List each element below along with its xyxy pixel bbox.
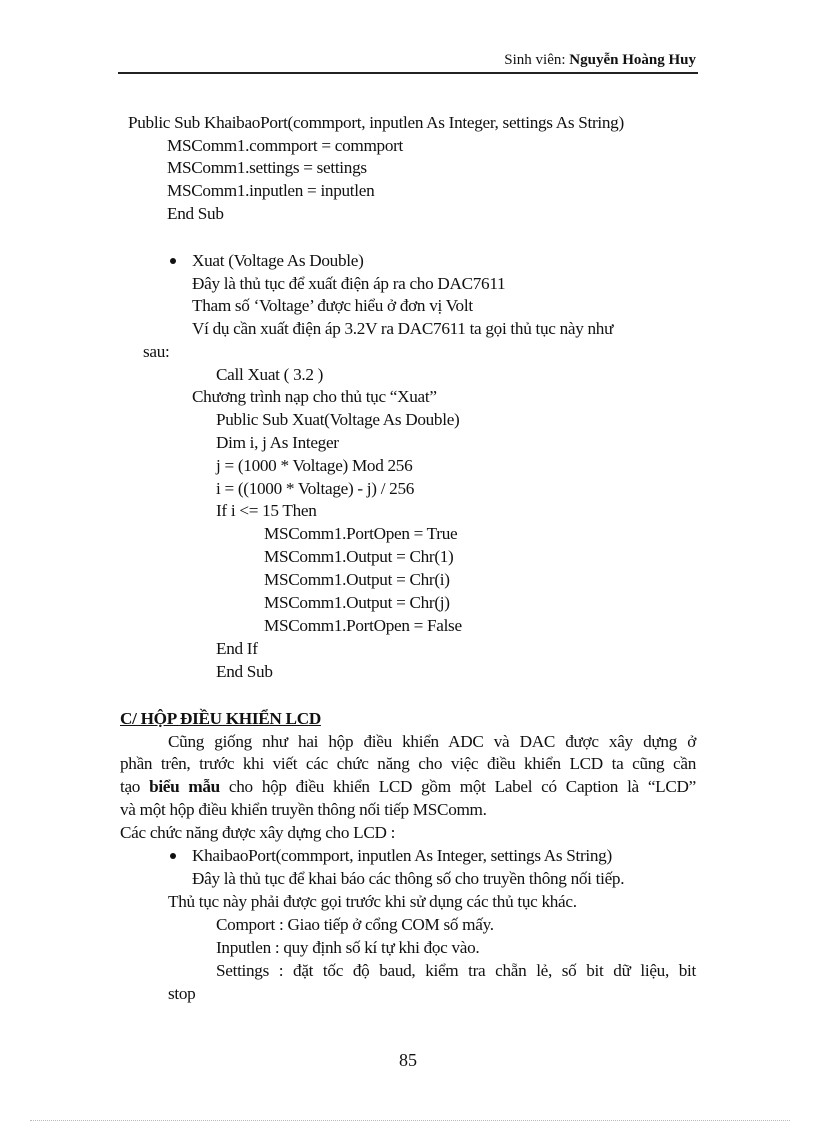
page-bottom-border (30, 1120, 790, 1121)
code-line: Public Sub Xuat(Voltage As Double) (216, 410, 460, 429)
param-line: Settings : đặt tốc độ baud, kiểm tra chẵn lẻ, số bit dữ liệu, bit (216, 961, 696, 980)
code-line: End If (216, 639, 258, 658)
call-example: Call Xuat ( 3.2 ) (216, 365, 324, 384)
paragraph-line: Cũng giống như hai hộp điều khiển ADC và DAC được xây dựng ở (168, 732, 696, 751)
xuat-desc-line: sau: (143, 342, 170, 361)
page-number: 85 (399, 1050, 417, 1070)
param-line: Inputlen : quy định số kí tự khi đọc vào. (216, 938, 480, 957)
header-label: Sinh viên: (504, 52, 566, 68)
code-line: MSComm1.commport = commport (167, 136, 404, 155)
page-header (504, 52, 696, 69)
bullet-icon (170, 258, 176, 264)
paragraph-line: phần trên, trước khi viết các chức năng cho việc điều khiển LCD ta cũng cần (120, 754, 696, 773)
code-line: MSComm1.PortOpen = True (264, 524, 458, 543)
program-intro: Chương trình nạp cho thủ tục “Xuat” (192, 387, 437, 406)
xuat-desc-line: Tham số ‘Voltage’ được hiểu ở đơn vị Volt (192, 296, 473, 315)
paragraph-line (120, 776, 696, 798)
lcd-desc-line: Đây là thủ tục để khai báo các thông số cho truyền thông nối tiếp. (192, 869, 625, 888)
xuat-desc-line: Đây là thủ tục để xuất điện áp ra cho DAC7611 (192, 274, 506, 293)
code-line: Public Sub KhaibaoPort(commport, inputlen As Integer, settings As String) (128, 113, 624, 132)
text-run: cho hộp điều khiển LCD gồm một Label có Caption là “LCD” (219, 777, 696, 796)
code-line: End Sub (216, 662, 273, 681)
functions-intro: Các chức năng được xây dựng cho LCD : (120, 823, 396, 842)
code-line: MSComm1.inputlen = inputlen (167, 181, 375, 200)
bullet-icon (170, 853, 176, 859)
code-line: MSComm1.Output = Chr(i) (264, 570, 450, 589)
lcd-bullet-text: KhaibaoPort(commport, inputlen As Integer, settings As String) (192, 846, 612, 865)
header-divider (118, 72, 698, 74)
code-line: If i <= 15 Then (216, 501, 317, 520)
code-line: MSComm1.settings = settings (167, 158, 367, 177)
param-line: stop (168, 984, 196, 1003)
text-run: tạo (120, 777, 150, 796)
section-heading: C/ HỘP ĐIỀU KHIỂN LCD (120, 709, 321, 728)
bold-term: biểu mẫu (149, 777, 220, 796)
code-line: MSComm1.Output = Chr(1) (264, 547, 454, 566)
xuat-bullet-text: Xuat (Voltage As Double) (192, 251, 364, 270)
param-line: Comport : Giao tiếp ở cổng COM số mấy. (216, 915, 494, 934)
code-line: j = (1000 * Voltage) Mod 256 (216, 456, 413, 475)
code-line: End Sub (167, 204, 224, 223)
code-line: i = ((1000 * Voltage) - j) / 256 (216, 479, 415, 498)
code-line: MSComm1.PortOpen = False (264, 616, 462, 635)
student-name: Nguyễn Hoàng Huy (569, 52, 696, 68)
code-line: MSComm1.Output = Chr(j) (264, 593, 450, 612)
xuat-desc-line: Ví dụ cần xuất điện áp 3.2V ra DAC7611 ta gọi thủ tục này như (192, 319, 614, 338)
lcd-desc-line: Thủ tục này phải được gọi trước khi sử dụng các thủ tục khác. (168, 892, 577, 911)
code-line: Dim i, j As Integer (216, 433, 339, 452)
paragraph-line: và một hộp điều khiển truyền thông nối tiếp MSComm. (120, 800, 487, 819)
